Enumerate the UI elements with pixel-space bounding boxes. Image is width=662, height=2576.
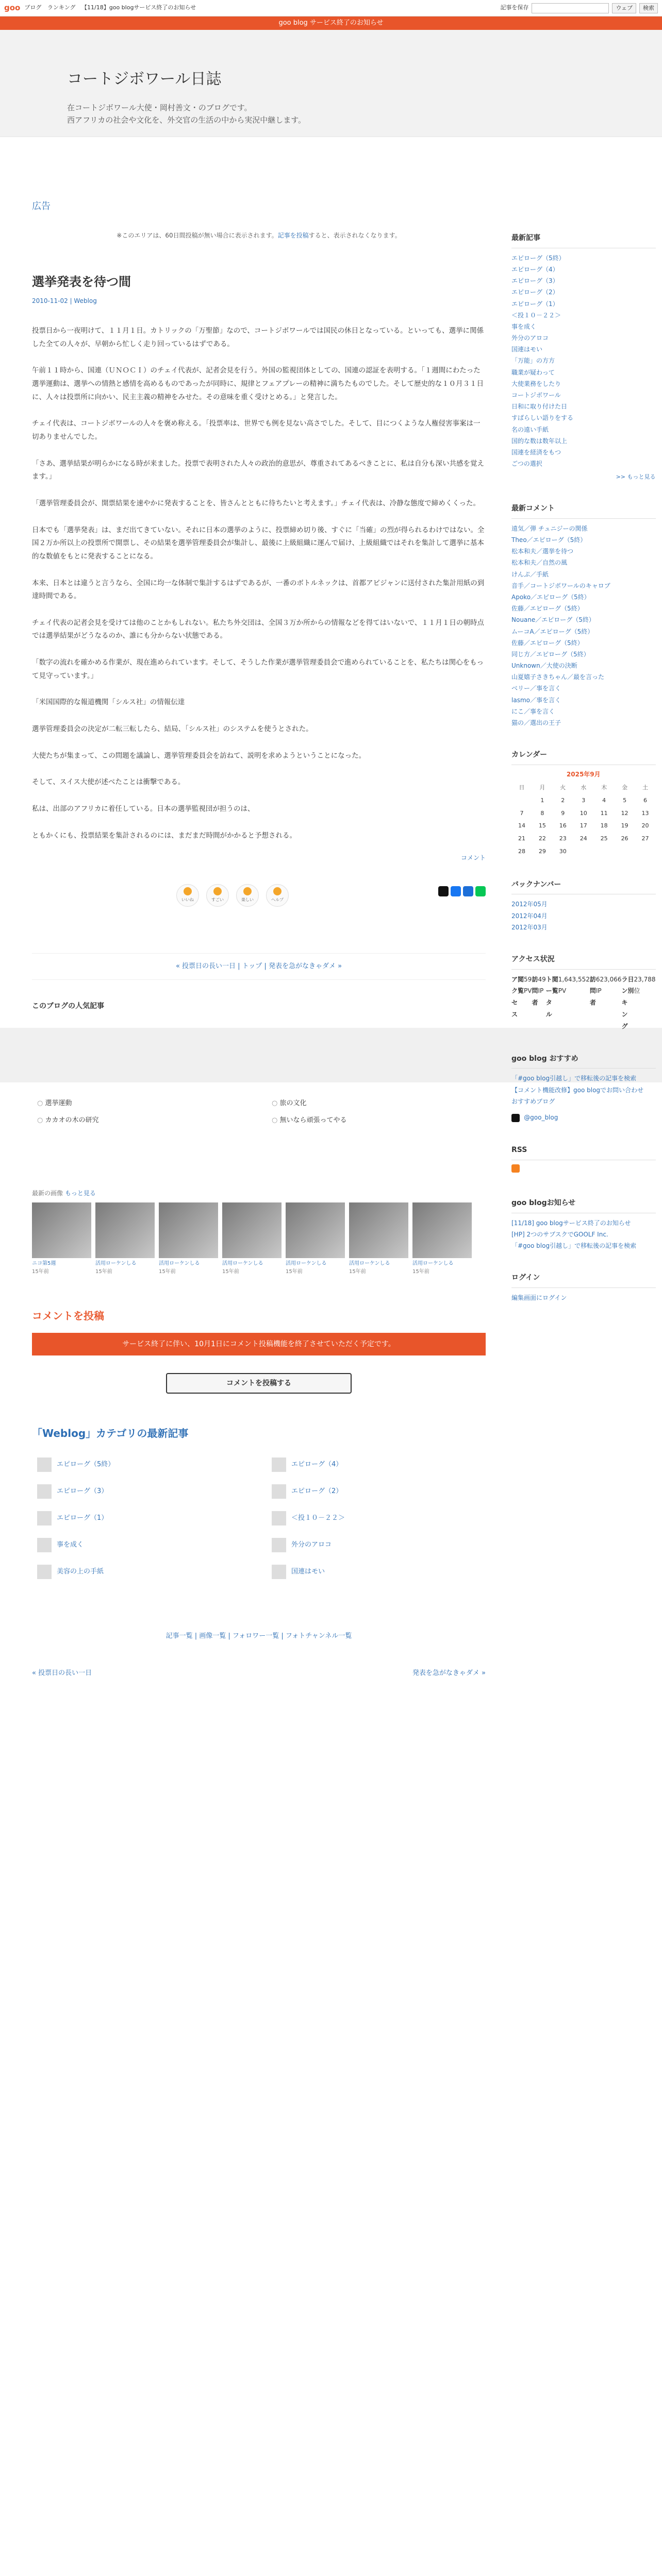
- notice-link[interactable]: [HP] 2つのサブスクでGOOLF Inc.: [511, 1231, 608, 1238]
- entry-paragraph: 本来、日本とは違うと言うなら、全国に均一な体制で集計するはずであるが、一番のボトルネックは、首都アビジャンに送付された集計用紙の到達時間である。: [32, 579, 485, 601]
- recent-comment-item[interactable]: Apoko／エピローグ（5終）: [511, 593, 590, 601]
- goo-logo[interactable]: goo: [4, 3, 21, 12]
- calendar-day: 14: [518, 822, 525, 829]
- thumbnail-image: [159, 1202, 218, 1258]
- calendar-day: 2: [561, 797, 565, 804]
- category-item-label: エピローグ（5終）: [57, 1461, 115, 1468]
- recent-article-link[interactable]: 大使業務をしたり: [511, 380, 561, 387]
- recent-article-link[interactable]: 名の遠い手紙: [511, 426, 549, 433]
- calendar-day: 7: [520, 809, 524, 817]
- prev-entry-link[interactable]: « 投票日の長い一日: [32, 1669, 92, 1677]
- search-scope-select[interactable]: ウェブ: [612, 3, 636, 13]
- calendar-week: [511, 820, 656, 833]
- category-item[interactable]: [37, 1538, 251, 1552]
- access-label: 閲覧: [518, 975, 524, 995]
- recent-comment-item[interactable]: にこ／事を言く: [511, 707, 555, 715]
- recent-image-card[interactable]: [159, 1202, 218, 1276]
- calendar-weekday: 水: [581, 784, 587, 791]
- access-label: 訪問者: [589, 975, 596, 1007]
- access-value: 623,066 IP: [595, 975, 622, 995]
- recent-article-link[interactable]: 国的な数は数年以上: [511, 437, 568, 445]
- recent-images-label: 最新の画像: [32, 1189, 63, 1197]
- backnumber-heading: バックナンバー: [511, 879, 656, 895]
- entry-nav[interactable]: « 投票日の長い一日 | トップ | 発表を急がなきゃダメ »: [32, 953, 486, 980]
- calendar-day: 23: [559, 835, 567, 842]
- topbar-right: [500, 3, 658, 13]
- recent-comment-item[interactable]: 松本和夫／選挙を待つ: [511, 548, 574, 555]
- notice-box: [511, 1197, 656, 1251]
- category-item-label: ＜投１０－２２＞: [291, 1514, 345, 1522]
- calendar-day: 15: [538, 822, 546, 829]
- search-input[interactable]: [532, 3, 609, 13]
- recent-comment-item[interactable]: lasmo／事を言く: [511, 696, 561, 704]
- category-item[interactable]: [37, 1511, 251, 1526]
- recent-comment-item[interactable]: けんぷ／手紙: [511, 570, 549, 578]
- entry-comment-link[interactable]: コメント: [460, 854, 486, 862]
- main-column: [32, 137, 486, 1679]
- recent-comment-item[interactable]: 遠気／弾 チュニジーの関係: [511, 524, 588, 532]
- notice-link[interactable]: 「#goo blog引越し」で移転後の記事を検索: [511, 1242, 637, 1250]
- blog-title[interactable]: コートジボワール日誌: [67, 70, 222, 88]
- category-item-label: エピローグ（2）: [291, 1487, 343, 1495]
- access-label: 訪問者: [532, 975, 538, 1007]
- entry-paragraph: 私は、出部のアフリカに着任している。日本の選挙監視団が担うのは、: [32, 804, 255, 813]
- recent-article-link[interactable]: 日和に取り付けた日: [511, 403, 568, 411]
- calendar-day: 10: [580, 809, 587, 817]
- thumb-date: 15年前: [32, 1269, 49, 1275]
- recent-comment-item[interactable]: Nouane／エピローグ（5終）: [511, 616, 595, 624]
- entry-paragraph: 日本でも「選挙発表」は、まだ出てきていない。それに日本の選挙のように、投票締め切り後、すぐに「当確」の烈が得られるわけではない。全国２万か所以上の投票所で開票し、その結果を選挙管理委員会が集計し、最後に上級組織に運んで届け、上級組織ではそれを集計して選挙に基本的な数値をもとに発表することになる。: [32, 526, 485, 561]
- blog-desc-line1: 在コートジボワール大使・岡村善文・のブログです。: [67, 103, 252, 112]
- thumb-title: 活用ローケンしる: [286, 1261, 327, 1267]
- entry-paragraph: チェイ代表は、コートジボワールの人々を褒め称える。「投票率は、世界でも例を見ない高さでした。そして、目につくような人権侵害事案は一切ありませんでした。: [32, 419, 481, 442]
- comment-heading: コメントを投稿: [32, 1310, 104, 1323]
- sidebar: [511, 137, 656, 1679]
- calendar-weekday: 火: [560, 784, 566, 791]
- calendar-day: 16: [559, 822, 567, 829]
- calendar-day: 29: [538, 848, 546, 855]
- thumbnail-image: [286, 1202, 345, 1258]
- calendar-week: [511, 794, 656, 807]
- category-name[interactable]: 「Weblog」: [32, 1427, 96, 1440]
- recommend-heading: goo blog おすすめ: [511, 1053, 656, 1069]
- calendar-day: [594, 845, 615, 858]
- calendar-day: 1: [540, 797, 544, 804]
- entry-paragraph: 投票日から一夜明けて、１１月１日。カトリックの「万聖節」なので、コートジボワールでは国民の休日となっている。といっても、選挙に関係した全ての人々が、早朝から忙しく走り回っているはずである。: [32, 327, 484, 348]
- stamp-help[interactable]: [266, 884, 289, 907]
- recent-article-link[interactable]: コートジボワール: [511, 392, 561, 399]
- thumbnail-image: [32, 1202, 91, 1258]
- recent-articles-heading: 最新記事: [511, 232, 656, 248]
- entry-paragraph: チェイ代表の記者会見を受けては他のことかもしれない。私たち外交団は、全国３万か所からの情報などを得てはいないで、１１月１日の朝時点では選挙結果がどうなるのか、誰にも分からない状態である。: [32, 618, 484, 640]
- notice-list: [511, 1217, 656, 1252]
- rss-heading: RSS: [511, 1144, 656, 1160]
- access-label: 日別: [627, 975, 634, 995]
- category-item[interactable]: [37, 1565, 251, 1579]
- calendar-day: 22: [538, 835, 546, 842]
- thumbnail-icon: [37, 1458, 52, 1472]
- calendar-day: 11: [600, 809, 608, 817]
- recent-comment-item[interactable]: 同じ方／エピローグ（5終）: [511, 650, 590, 658]
- recent-more-link[interactable]: >> もっと見る: [616, 473, 656, 481]
- thumb-title: 活用ローケンしる: [159, 1261, 200, 1267]
- recommend-link[interactable]: 【コメント機能改修】goo blogでお問い合わせ: [511, 1086, 644, 1094]
- recommend-link[interactable]: 「#goo blog引越し」で移転後の記事を検索: [511, 1075, 637, 1082]
- entry-title[interactable]: 選挙発表を待つ間: [32, 274, 131, 289]
- entry-paragraph: 「米国国際的な報道機関「シルス社」の情報伝達: [32, 698, 185, 707]
- calendar-day: 13: [641, 809, 649, 817]
- thumb-title: 活用ローケンしる: [349, 1261, 390, 1267]
- access-stats: [511, 974, 656, 1032]
- access-row: [590, 974, 622, 1032]
- recent-article-link[interactable]: ＜投１０－２２＞: [511, 311, 561, 319]
- topbar-nav-blog[interactable]: ブログ: [24, 4, 42, 11]
- category-item[interactable]: [272, 1538, 486, 1552]
- follow-area: [511, 1112, 656, 1124]
- calendar-day: 4: [602, 797, 606, 804]
- recent-article-link[interactable]: エピローグ（5終）: [511, 254, 565, 262]
- calendar-heading: カレンダー: [511, 749, 656, 765]
- thumb-date: 15年前: [159, 1269, 176, 1275]
- recent-article-link[interactable]: 事を成く: [511, 323, 537, 330]
- twitter-icon: [511, 1114, 520, 1122]
- post-comment-button[interactable]: コメントを投稿する: [166, 1373, 352, 1394]
- stamp-great[interactable]: [206, 884, 229, 907]
- entry-date: 2010-11-02: [32, 297, 68, 304]
- popular-item[interactable]: ○ 旅の文化: [272, 1098, 486, 1109]
- thumbnail-image: [412, 1202, 472, 1258]
- thumbnail-image: [349, 1202, 408, 1258]
- recent-comment-item[interactable]: 佐藤／エピローグ（5終）: [511, 639, 584, 647]
- recent-comment-item[interactable]: ベリー／事を言く: [511, 685, 561, 692]
- service-end-notice[interactable]: goo blog サービス終了のお知らせ: [0, 16, 662, 30]
- category-heading-suffix: カテゴリの最新記事: [96, 1427, 189, 1440]
- calendar-day: 5: [623, 797, 627, 804]
- thumbnail-icon: [272, 1565, 286, 1579]
- recent-article-link[interactable]: すばらしい語りをする: [511, 414, 574, 422]
- login-box: [511, 1272, 656, 1303]
- calendar-day: 25: [600, 835, 608, 842]
- ad-label: 広告: [32, 201, 51, 212]
- x-share-icon[interactable]: [438, 886, 449, 896]
- recent-images-more-link[interactable]: もっと見る: [64, 1189, 96, 1197]
- topbar-nav-ranking[interactable]: ランキング: [47, 4, 76, 11]
- stamp-label: ヘルプ: [271, 897, 284, 902]
- recent-images-heading: [32, 1188, 486, 1198]
- stamp-like[interactable]: [176, 884, 199, 907]
- ad-note-post: すると、表示されなくなります。: [308, 231, 401, 239]
- recommend-link[interactable]: おすすめブログ: [511, 1097, 555, 1105]
- access-box: [511, 954, 656, 1032]
- calendar-weekday: 月: [539, 784, 545, 791]
- recent-article-link[interactable]: エピローグ（3）: [511, 277, 559, 285]
- calendar-day: 24: [580, 835, 587, 842]
- entry-meta: 2010-11-02 | Weblog: [32, 297, 97, 304]
- category-item-label: 国連はモい: [291, 1568, 325, 1575]
- calendar-box: [511, 749, 656, 858]
- comment-end-bar[interactable]: サービス終了に伴い、10月1日にコメント投稿機能を終了させていただく予定です。: [32, 1333, 486, 1355]
- category-item-label: 美容の上の手紙: [57, 1568, 104, 1575]
- recent-image-card[interactable]: [349, 1202, 408, 1276]
- entry-body: [32, 325, 486, 842]
- ad-note-pre: ※このエリアは、60日間投稿が無い場合に表示されます。: [117, 231, 278, 239]
- recent-comment-item[interactable]: ムーコA／エピローグ（5終）: [511, 628, 594, 635]
- entry-paragraph: 午前１１時から、国連（ＵＮＯＣＩ）のチェイ代表が、記者会見を行う。外国の監視団体としての、国連の認証を表明する。「１週間にわたった選挙運動は、選挙への情熱と感情を高めるものであったが同時に、規律とフェアプレーの精神に満ちたものでした。そして歴史的な１０月３１日に、人々は投票所に向かい、民主主義の精神をみせた。その意味を重く受けとめる。」と発言した。: [32, 366, 484, 401]
- recent-comments-heading: 最新コメント: [511, 503, 656, 519]
- recent-article-link[interactable]: エピローグ（1）: [511, 300, 559, 308]
- thumb-date: 15年前: [95, 1269, 112, 1275]
- calendar-day: 9: [561, 809, 565, 817]
- category-item[interactable]: [37, 1458, 251, 1472]
- calendar-day: 19: [621, 822, 628, 829]
- calendar-day: 26: [621, 835, 628, 842]
- category-item-label: 外分のアロコ: [291, 1541, 332, 1549]
- topbar-nav-notice[interactable]: 【11/18】goo blogサービス終了のお知らせ: [81, 4, 196, 11]
- entry-paragraph: そして、スイス大使が述べたことは衝撃である。: [32, 778, 185, 787]
- recent-articles-box: [511, 232, 656, 482]
- recent-article-link[interactable]: 外分のアロコ: [511, 334, 549, 342]
- recent-images: [32, 1202, 486, 1276]
- thumbnail-icon: [272, 1484, 286, 1499]
- category-item-label: エピローグ（3）: [57, 1487, 108, 1495]
- recent-article-link[interactable]: エピローグ（4）: [511, 265, 559, 273]
- entry-category-link[interactable]: Weblog: [74, 297, 97, 304]
- rss-box: [511, 1144, 656, 1177]
- calendar-weekday: 土: [642, 784, 649, 791]
- notice-link[interactable]: [11/18] goo blogサービス終了のお知らせ: [511, 1219, 631, 1227]
- save-article-button[interactable]: 記事を保存: [500, 4, 529, 11]
- calendar-day: [511, 794, 532, 807]
- access-label: ランキング: [621, 975, 628, 1030]
- thumbnail-image: [222, 1202, 282, 1258]
- recent-article-link[interactable]: 職業が疑わって: [511, 368, 555, 376]
- calendar-day: 27: [641, 835, 649, 842]
- popular-heading: このブログの人気記事: [32, 1002, 104, 1010]
- recent-comment-item[interactable]: Unknown／大使の決断: [511, 662, 577, 670]
- global-topbar: [0, 0, 662, 16]
- category-item-label: エピローグ（1）: [57, 1514, 108, 1522]
- thumb-title: 活用ローケンしる: [222, 1261, 263, 1267]
- category-item-label: 事を成く: [57, 1541, 84, 1549]
- notice-heading: goo blogお知らせ: [511, 1197, 656, 1213]
- category-list: [32, 1458, 486, 1579]
- thumb-date: 15年前: [349, 1269, 366, 1275]
- next-entry-link[interactable]: 発表を急がなきゃダメ »: [412, 1669, 486, 1677]
- footer-links[interactable]: 記事一覧 | 画像一覧 | フォロワー一覧 | フォトチャンネル一覧: [166, 1632, 352, 1640]
- stamp-label: すごい: [211, 897, 224, 902]
- popular-item[interactable]: ○ 無いなら頑張ってやる: [272, 1115, 486, 1126]
- thumbnail-icon: [37, 1538, 52, 1552]
- calendar-day: 21: [518, 835, 525, 842]
- access-row: [518, 974, 532, 1032]
- entry-paragraph: 大使たちが集まって、この問題を議論し、選挙管理委員会を訪ねて、説明を求めようということになった。: [32, 751, 366, 760]
- smile-icon: [184, 887, 192, 895]
- calendar-day: [573, 845, 594, 858]
- login-link[interactable]: 編集画面にログイン: [511, 1294, 567, 1302]
- popular-list: [32, 1082, 486, 1126]
- entry-paragraph: 「選挙管理委員会が、開票結果を速やかに発表することを、皆さんとともに待ちたいと考えます。」チェイ代表は、冷静な態度で締めくくった。: [32, 499, 480, 507]
- recent-image-card[interactable]: [222, 1202, 282, 1276]
- recommend-box: [511, 1053, 656, 1124]
- calendar-table: [511, 769, 656, 858]
- access-row: [511, 974, 518, 1032]
- facebook-share-icon[interactable]: [451, 886, 461, 896]
- smile-icon: [243, 887, 252, 895]
- recommend-list: [511, 1073, 656, 1107]
- calendar-day: 8: [540, 809, 544, 817]
- access-label: トータル: [545, 975, 552, 1019]
- recent-image-card[interactable]: [95, 1202, 155, 1276]
- smile-icon: [213, 887, 222, 895]
- recent-article-link[interactable]: エピローグ（2）: [511, 289, 559, 296]
- access-label: 閲覧: [552, 975, 558, 995]
- recent-comment-item[interactable]: 佐藤／エピローグ（5終）: [511, 605, 584, 613]
- calendar-week: [511, 807, 656, 820]
- login-heading: ログイン: [511, 1272, 656, 1288]
- thumbnail-icon: [272, 1458, 286, 1472]
- thumbnail-icon: [272, 1538, 286, 1552]
- backnumber-link[interactable]: 2012年04月: [511, 912, 548, 920]
- category-item[interactable]: [272, 1458, 486, 1472]
- calendar-month[interactable]: 2025年9月: [566, 771, 601, 778]
- category-item[interactable]: [272, 1484, 486, 1499]
- calendar-weekday: 木: [601, 784, 607, 791]
- thumbnail-icon: [37, 1565, 52, 1579]
- calendar-day: [615, 845, 635, 858]
- thumb-date: 15年前: [286, 1269, 303, 1275]
- popular-item[interactable]: ○ カカオの木の研究: [37, 1115, 251, 1126]
- recent-article-link[interactable]: ごつの選択: [511, 460, 542, 468]
- thumb-title: 活用ローケンしる: [95, 1261, 137, 1267]
- stamp-label: いいね: [181, 897, 194, 902]
- backnumber-list: [511, 899, 656, 933]
- access-value: 59 PV: [524, 975, 532, 995]
- calendar-day: 3: [582, 797, 586, 804]
- stamp-label: 楽しい: [241, 897, 254, 902]
- category-item-label: エピローグ（4）: [291, 1461, 343, 1468]
- access-row: [532, 974, 545, 1032]
- recent-article-link[interactable]: 国連はモい: [511, 346, 543, 353]
- recent-comments-box: [511, 503, 656, 728]
- topbar-nav: [24, 3, 200, 13]
- access-value: 23,788 位: [634, 975, 656, 995]
- footer-nav: [32, 1668, 486, 1679]
- calendar-week: [511, 845, 656, 858]
- recent-image-card[interactable]: [412, 1202, 472, 1276]
- recent-comment-item[interactable]: 音手／コートジボワールのキャロブ: [511, 582, 610, 589]
- calendar-weekday: 金: [622, 784, 628, 791]
- calendar-day: 30: [559, 848, 567, 855]
- recent-comment-item[interactable]: 猫の／選出の王子: [511, 719, 561, 727]
- rss-icon[interactable]: [511, 1164, 520, 1173]
- recent-comment-item[interactable]: 松本和夫／自然の風: [511, 559, 568, 567]
- calendar-day: [635, 845, 656, 858]
- calendar-weekday: 日: [519, 784, 525, 791]
- access-label: アクセス: [511, 975, 518, 1019]
- access-heading: アクセス状況: [511, 954, 656, 970]
- calendar-day: 18: [600, 822, 608, 829]
- access-row: [546, 974, 552, 1032]
- calendar-day: 12: [621, 809, 628, 817]
- category-item[interactable]: [37, 1484, 251, 1499]
- backnumber-link[interactable]: 2012年03月: [511, 923, 548, 931]
- follow-link[interactable]: @goo_blog: [524, 1114, 558, 1122]
- share-buttons: [32, 886, 486, 896]
- access-row: [628, 974, 656, 1032]
- recent-image-card[interactable]: [32, 1202, 91, 1276]
- recent-comment-item[interactable]: 山夏嬉子さきちゃん／最を言った: [511, 673, 605, 681]
- recent-comment-item[interactable]: Theo／エピローグ（5終）: [511, 536, 587, 544]
- calendar-week: [511, 833, 656, 845]
- line-share-icon[interactable]: [475, 886, 486, 896]
- recent-articles-list: [511, 252, 656, 470]
- entry-paragraph: ともかくにも、投票結果を集計されるのには、まだまだ時間がかかると予想される。: [32, 831, 296, 840]
- recent-article-link[interactable]: 「万能」の方方: [511, 357, 555, 365]
- post-article-link[interactable]: 記事を投稿: [277, 231, 309, 239]
- content-wrap: [0, 137, 662, 1679]
- calendar-day: 20: [641, 822, 649, 829]
- popular-item[interactable]: ○ 選挙運動: [37, 1098, 251, 1109]
- category-item[interactable]: [272, 1565, 486, 1579]
- access-row: [552, 974, 590, 1032]
- thumbnail-icon: [37, 1511, 52, 1526]
- stamp-fun[interactable]: [236, 884, 259, 907]
- blog-header: [0, 30, 662, 137]
- entry-paragraph: 「さあ、選挙結果が明らかになる時が来ました。投票で表明された人々の政治的意思が、尊重されてあるべきことに、私は自分も深い共感を覚えます。」: [32, 459, 484, 481]
- backnumber-box: [511, 879, 656, 933]
- entry-paragraph: 選挙管理委員会の決定が二転三転したら、結局、「シルス社」のシステムを使うとされた。: [32, 724, 313, 733]
- access-row: [622, 974, 628, 1032]
- calendar-head-row: [511, 782, 656, 794]
- recent-comments-list: [511, 523, 656, 728]
- access-value: 49 IP: [538, 975, 546, 995]
- category-heading: [32, 1425, 486, 1442]
- thumbnail-icon: [37, 1484, 52, 1499]
- thumb-title: 活用ローケンしる: [412, 1261, 454, 1267]
- blog-desc-line2: 西アフリカの社会や文化を、外交官の生活の中から実況中継します。: [67, 115, 306, 125]
- thumb-date: 15年前: [222, 1269, 239, 1275]
- calendar-day: 28: [518, 848, 525, 855]
- thumb-title: ニコ第5週: [32, 1261, 56, 1267]
- recent-article-link[interactable]: 国連を経済をもつ: [511, 448, 561, 456]
- hatena-share-icon[interactable]: [463, 886, 473, 896]
- recent-image-card[interactable]: [286, 1202, 345, 1276]
- calendar-body: [511, 794, 656, 858]
- thumbnail-image: [95, 1202, 155, 1258]
- calendar-day: 6: [643, 797, 648, 804]
- thumbnail-icon: [272, 1511, 286, 1526]
- category-item[interactable]: [272, 1511, 486, 1526]
- smile-icon: [273, 887, 282, 895]
- thumb-date: 15年前: [412, 1269, 429, 1275]
- access-value: 1,643,552 PV: [558, 975, 590, 995]
- ad-note: [32, 230, 486, 241]
- calendar-day: 17: [580, 822, 587, 829]
- entry-paragraph: 「数字の流れを確かめる作業が、現在進められています。そして、そうした作業が選挙管理委員会で進められていることを、私たちは関心をもって見守っています。」: [32, 658, 484, 680]
- backnumber-link[interactable]: 2012年05月: [511, 901, 548, 908]
- search-button[interactable]: 検索: [639, 3, 658, 13]
